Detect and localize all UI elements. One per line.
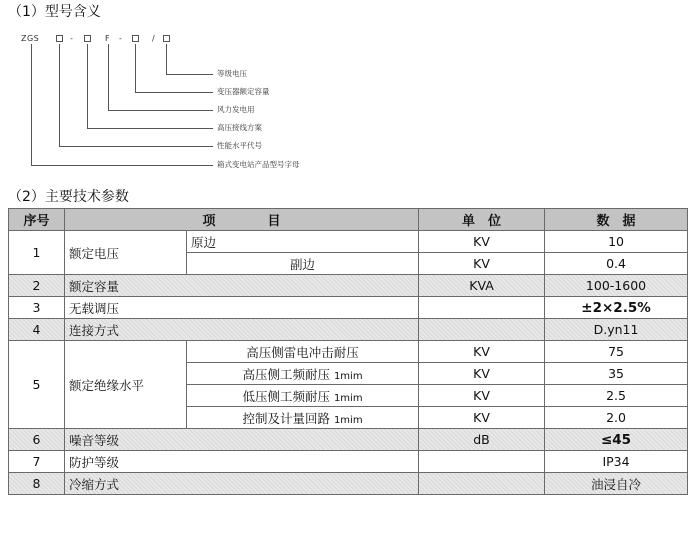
- code-box-2: [84, 35, 91, 42]
- leader-vertical: [108, 44, 109, 110]
- row-value: ≤45: [545, 429, 688, 451]
- row-unit: KV: [419, 407, 545, 429]
- row-item: 无载调压: [65, 297, 419, 319]
- code-dash-2: -: [119, 34, 123, 43]
- header-value: 数 据: [545, 209, 688, 231]
- row-value: 75: [545, 341, 688, 363]
- code-prefix: ZGS: [21, 34, 40, 43]
- desc-performance-level: 性能水平代号: [217, 141, 262, 150]
- leader-vertical: [31, 44, 32, 165]
- leader-horizontal: [31, 165, 213, 166]
- desc-rated-capacity: 变压器额定容量: [217, 87, 270, 96]
- row-item: 防护等级: [65, 451, 419, 473]
- row-subitem-suffix: 1mim: [333, 370, 363, 382]
- row-subitem-label: 控制及计量回路: [242, 410, 330, 426]
- row-index: 3: [9, 297, 65, 319]
- section-title-model-meaning: （1）型号含义: [8, 4, 101, 20]
- code-letter-f: F: [105, 34, 111, 43]
- row-index: 1: [9, 231, 65, 275]
- row-subitem: 高压侧雷电冲击耐压: [187, 341, 419, 363]
- tech-params-table: [8, 208, 688, 495]
- code-box-4: [163, 35, 170, 42]
- leader-vertical: [87, 44, 88, 128]
- table-row: [9, 275, 688, 297]
- row-value: 100-1600: [545, 275, 688, 297]
- row-value: 10: [545, 231, 688, 253]
- table-row: [9, 341, 688, 363]
- leader-horizontal: [135, 92, 213, 93]
- row-index: 6: [9, 429, 65, 451]
- section-title-tech-params: （2）主要技术参数: [8, 189, 129, 205]
- row-subitem-suffix: 1mim: [333, 392, 363, 404]
- table-row: [9, 231, 688, 253]
- row-subitem-label: 高压侧工频耐压: [242, 366, 330, 382]
- row-value: 2.5: [545, 385, 688, 407]
- row-unit: KV: [419, 363, 545, 385]
- row-value: IP34: [545, 451, 688, 473]
- row-value: 35: [545, 363, 688, 385]
- row-value: 2.0: [545, 407, 688, 429]
- row-subitem: [187, 407, 419, 429]
- row-value: D.yn11: [545, 319, 688, 341]
- code-dash-1: -: [70, 34, 74, 43]
- code-box-3: [132, 35, 139, 42]
- row-item: 额定容量: [65, 275, 419, 297]
- row-unit: KV: [419, 253, 545, 275]
- row-item: 额定电压: [65, 231, 187, 275]
- row-subitem: [187, 385, 419, 407]
- row-subitem: 原边: [187, 231, 419, 253]
- desc-hv-wiring-scheme: 高压接线方案: [217, 123, 262, 132]
- model-code-diagram: [0, 0, 693, 180]
- row-index: 5: [9, 341, 65, 429]
- row-unit: dB: [419, 429, 545, 451]
- row-item: 额定绝缘水平: [65, 341, 187, 429]
- leader-horizontal: [108, 110, 213, 111]
- row-item: 连接方式: [65, 319, 419, 341]
- row-unit: [419, 473, 545, 495]
- header-item: 项 目: [65, 209, 419, 231]
- row-subitem-suffix: 1mim: [333, 414, 363, 426]
- row-unit: KV: [419, 231, 545, 253]
- row-unit: [419, 319, 545, 341]
- desc-voltage-class: 等级电压: [217, 69, 247, 78]
- leader-vertical: [135, 44, 136, 92]
- leader-vertical: [59, 44, 60, 146]
- desc-product-letters: 箱式变电站产品型号字母: [217, 160, 300, 169]
- row-unit: [419, 451, 545, 473]
- row-value: 0.4: [545, 253, 688, 275]
- row-index: 8: [9, 473, 65, 495]
- code-slash: /: [152, 34, 156, 43]
- table-row: [9, 429, 688, 451]
- row-item: 噪音等级: [65, 429, 419, 451]
- table-row: [9, 451, 688, 473]
- row-unit: KV: [419, 385, 545, 407]
- row-item: 冷缩方式: [65, 473, 419, 495]
- table-row: [9, 319, 688, 341]
- row-value: 油浸自冷: [545, 473, 688, 495]
- desc-wind-power: 风力发电用: [217, 105, 255, 114]
- table-header-row: [9, 209, 688, 231]
- row-unit: [419, 297, 545, 319]
- row-subitem: [187, 363, 419, 385]
- leader-horizontal: [59, 146, 213, 147]
- leader-horizontal: [87, 128, 213, 129]
- row-index: 2: [9, 275, 65, 297]
- row-index: 4: [9, 319, 65, 341]
- row-index: 7: [9, 451, 65, 473]
- row-subitem: 副边: [187, 253, 419, 275]
- code-box-1: [56, 35, 63, 42]
- row-unit: KVA: [419, 275, 545, 297]
- row-subitem-label: 低压侧工频耐压: [242, 388, 330, 404]
- row-unit: KV: [419, 341, 545, 363]
- leader-vertical: [166, 44, 167, 74]
- row-value: ±2×2.5%: [545, 297, 688, 319]
- table-row: [9, 473, 688, 495]
- header-index: 序号: [9, 209, 65, 231]
- leader-horizontal: [166, 74, 213, 75]
- header-unit: 单 位: [419, 209, 545, 231]
- table-row: [9, 297, 688, 319]
